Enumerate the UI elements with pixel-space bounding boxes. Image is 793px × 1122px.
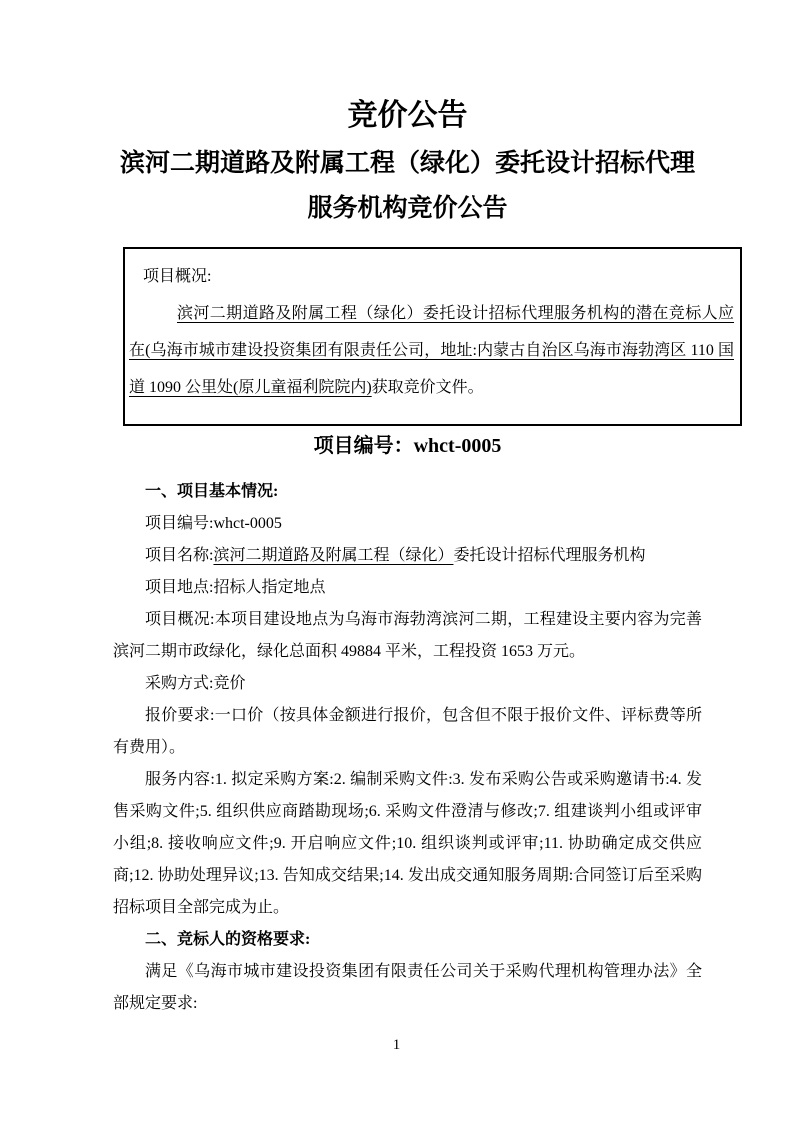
document-content	[113, 0, 734, 1020]
project-name-underlined: 滨河二期道路及附属工程（绿化）	[213, 547, 454, 564]
overview-paragraph	[129, 295, 734, 406]
subtitle-line-1: 滨河二期道路及附属工程（绿化）委托设计招标代理	[119, 149, 695, 177]
document-body	[113, 476, 702, 1020]
project-overview-box	[123, 247, 742, 426]
section-heading-2: 二、竞标人的资格要求:	[145, 931, 311, 948]
paragraph-procurement-method: 采购方式:竞价	[145, 675, 246, 692]
document-title: 竞价公告	[347, 99, 468, 132]
subtitle-line-2: 服务机构竞价公告	[307, 194, 508, 222]
overview-underlined-text: 滨河二期道路及附属工程（绿化）委托设计招标代理服务机构的潜在竞标人应在(乌海市城市建设投资集团有限责任公司，地址:内蒙古自治区乌海市海勃湾区 110 国道 1090 公里处(原儿童福利院院内)	[129, 305, 734, 396]
page-number: 1	[392, 1037, 401, 1053]
paragraph-project-number: 项目编号:whct-0005	[145, 515, 282, 532]
document-subtitle	[113, 141, 702, 231]
overview-label: 项目概况:	[143, 268, 212, 285]
overview-trailing-text: 获取竞价文件。	[371, 379, 484, 396]
paragraph-service-content: 服务内容:1. 拟定采购方案:2. 编制采购文件:3. 发布采购公告或采购邀请书:4. 发售采购文件;5. 组织供应商踏勘现场;6. 采购文件澄清与修改;7. 组建谈判小组或评审小组;8. 接收响应文件;9. 开启响应文件;10. 组织谈判或评审;11. 协助确定成交供应商;12. 协助处理异议;13. 告知成交结果;14. 发出成交通知服务周期:合同签订后至采购招标项目全部完成为止。	[113, 771, 702, 916]
paragraph-qualification: 满足《乌海市城市建设投资集团有限责任公司关于采购代理机构管理办法》全部规定要求:	[113, 963, 702, 1012]
project-number-heading: 项目编号：whct-0005	[313, 435, 502, 457]
section-heading-1: 一、项目基本情况:	[145, 483, 279, 500]
paragraph-project-location: 项目地点:招标人指定地点	[145, 579, 326, 596]
project-name-suffix: 委托设计招标代理服务机构	[453, 547, 646, 564]
project-name-prefix: 项目名称:	[145, 547, 214, 564]
paragraph-project-overview: 项目概况:本项目建设地点为乌海市海勃湾滨河二期，工程建设主要内容为完善滨河二期市政绿化，绿化总面积 49884 平米，工程投资 1653 万元。	[113, 611, 702, 660]
paragraph-project-name	[113, 540, 702, 572]
paragraph-quotation-requirement: 报价要求:一口价（按具体金额进行报价，包含但不限于报价文件、评标费等所有费用）。	[113, 707, 702, 756]
